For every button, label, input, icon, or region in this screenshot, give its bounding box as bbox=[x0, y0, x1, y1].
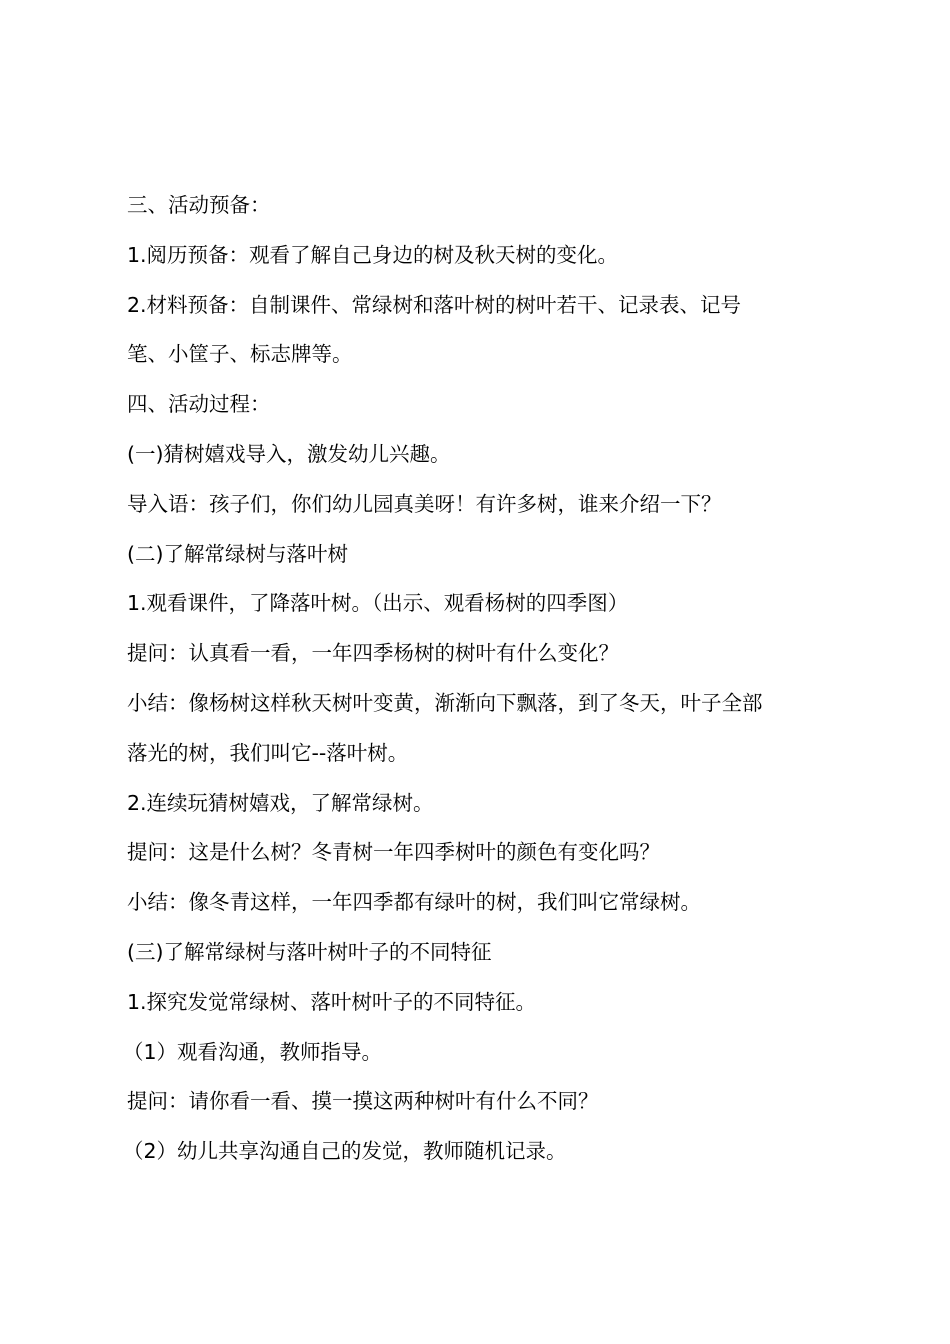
paragraph-line: 小结：像冬青这样，一年四季都有绿叶的树，我们叫它常绿树。 bbox=[127, 890, 701, 915]
paragraph-line: 落光的树，我们叫它--落叶树。 bbox=[127, 740, 409, 765]
paragraph-line: 2.材料预备：自制课件、常绿树和落叶树的树叶若干、记录表、记号 bbox=[127, 292, 742, 317]
paragraph-line: 2.连续玩猜树嬉戏，了解常绿树。 bbox=[127, 790, 434, 815]
section-heading-process: 四、活动过程： bbox=[127, 392, 271, 417]
paragraph-line: （1）观看沟通，教师指导。 bbox=[123, 1039, 383, 1064]
paragraph-line: 导入语：孩子们，你们幼儿园真美呀！有许多树，谁来介绍一下？ bbox=[127, 491, 722, 516]
paragraph-line: 1.阅历预备：观看了解自己身边的树及秋天树的变化。 bbox=[127, 242, 619, 267]
paragraph-line: 小结：像杨树这样秋天树叶变黄，渐渐向下飘落，到了冬天，叶子全部 bbox=[127, 690, 763, 715]
subheading-line: (一)猜树嬉戏导入，激发幼儿兴趣。 bbox=[127, 441, 451, 466]
paragraph-line: 提问：请你看一看、摸一摸这两种树叶有什么不同？ bbox=[127, 1089, 599, 1114]
paragraph-line: 提问：认真看一看，一年四季杨树的树叶有什么变化？ bbox=[127, 641, 619, 666]
paragraph-line: 1.探究发觉常绿树、落叶树叶子的不同特征。 bbox=[127, 989, 537, 1014]
paragraph-line: 提问：这是什么树？冬青树一年四季树叶的颜色有变化吗？ bbox=[127, 840, 660, 865]
paragraph-line: 笔、小筐子、标志牌等。 bbox=[127, 342, 353, 367]
paragraph-line: 1.观看课件，了降落叶树。（出示、观看杨树的四季图） bbox=[127, 591, 629, 616]
document-body bbox=[123, 181, 847, 1177]
paragraph-line: （2）幼儿共享沟通自己的发觉，教师随机记录。 bbox=[123, 1139, 567, 1164]
subheading-line: (三)了解常绿树与落叶树叶子的不同特征 bbox=[127, 939, 492, 964]
subheading-line: (二)了解常绿树与落叶树 bbox=[127, 541, 348, 566]
section-heading-preparation: 三、活动预备： bbox=[127, 193, 271, 217]
